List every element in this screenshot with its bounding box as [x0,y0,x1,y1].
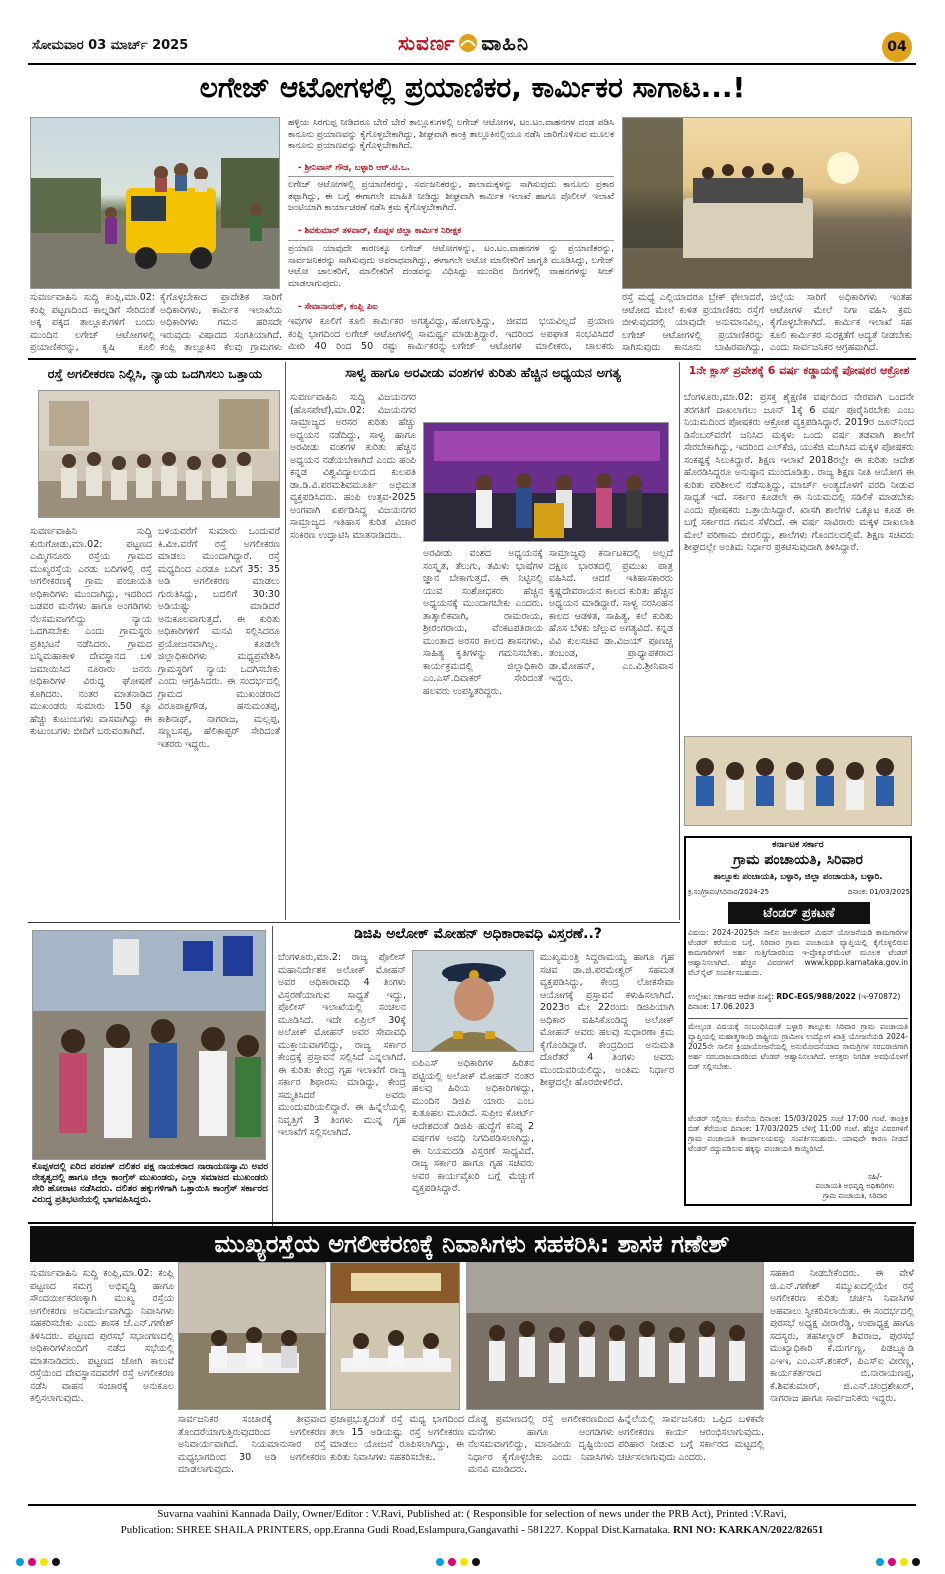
footer-line2: Publication: SHREE SHAILA PRINTERS, opp.Eranna Gudi Road,Eslampura,Gangavathi - 581227. Koppal Dist.Karnataka. [120,1524,671,1536]
officials-table-illustration [331,1263,460,1410]
story1-quote1-by: - ಶ್ರೀನಿವಾಸ್ ಗೌಡ, ಬಳ್ಳಾರಿ ಆರ್.ಟಿ.ಒ. [298,163,410,173]
story1-col2: ಕೈಗೊಳ್ಳಬೇಕಾದ ಪ್ರಾದೇಶಿಕ ಸಾರಿಗೆ ಅಧಿಕಾರಿಗಳು, ಕಾರ್ಮಿಕ ಇಲಾಖೆಯ ಅಧಿಕಾರಿಗಳು ಗಮನ ಹರಿಸದೇ ಇರುವುದು ವಿಷಾದದ ಸಂಗತಿಯಾಗಿದೆ. ಕಂಪ್ಲಿ ತಾಲ್ಲೂಕಿನ ಕೆಲವು ಗ್ರಾಮಗಳು [160,292,282,353]
story3-headline: ಸಾಳ್ವ ಹಾಗೂ ಅರವೀಡು ವಂಶಗಳ ಕುರಿತು ಹೆಚ್ಚಿನ ಅಧ್ಯಯನ ಅಗತ್ಯ [345,366,621,381]
section-rule-3 [28,1222,916,1224]
story1-quote1 [288,118,614,162]
crowded-auto-illustration [623,118,912,289]
quote3-text: ಪ್ರಯಾಣ ಯಾವುದೇ ಕಾರಣಕ್ಕೂ ಲಗೇಜ್ ಆಟೋಗಳನ್ನು, ಟಂ.ಟಂ.ವಾಹನಗಳ ನ್ನು ಪ್ರಯಾಣಿಕರನ್ನು, ಸಾರ್ವಜನಿಕರನ್ನು ಸಾಗಿಸುವುದು ಅಪರಾಧವಾಗಿದ್ದು, ಈಗಾಗಲೇ ಅಟೋ ಮಾಲೀಕರಿಗೆ ಜಾಗೃತಿ ಮೂಡಿಸಿದ್ದು, ಲಗೇಜ್ ಆಟೋ ಚಾಲಕರಿಗೆ, ಮಾಲೀಕರಿಗೆ ದಂಡವನ್ನು ವಿಧಿಸಿದ್ದು ಮುಂದಿನ ದಿನಗಳಲ್ಲಿ ವಾಹನಗಳನ್ನು ಸೀಜ್ ಮಾಡಲಾಗುವುದು. [288,244,614,289]
tender-ref-code: RDC-EGS/988/2022 [776,992,856,1001]
masthead-date: ಸೋಮವಾರ 03 ಮಾರ್ಚ್ 2025 [32,38,189,53]
public-gathering-illustration [467,1263,764,1410]
story3-col2: ಅರವೀಡು ವಂಶದ ಅಧ್ಯಯನಕ್ಕೆ ಸಂಸ್ಕೃತ, ತೆಲುಗು, ತಮಿಳು ಭಾಷೆಗಳ ಜ್ಞಾನ ಬೇಕಾಗುತ್ತದೆ. ಈ ನಿಟ್ಟಿನಲ್ಲಿ ಯುವ ಸಂಶೋಧಕರು ಹೆಚ್ಚಿನ ಅಧ್ಯಯನಕ್ಕೆ ಮುಂದಾಗಬೇಕು ಎಂದರು. ತಾತ್ಕಾಲಿಕವಾಗಿ, ರಾಮರಾಯ, ಶ್ರೀರಂಗರಾಯ, ವೆಂಕಟಪತಿರಾಯ ಮುಂತಾದ ಅರಸರ ಕಾಲದ ಶಾಸನಗಳು, ಸಾಹಿತ್ಯ ಕೃತಿಗಳನ್ನು ಗಮನಿಸಬೇಕು. ಕಾರ್ಯಕ್ರಮದಲ್ಲಿ ಜಿಲ್ಲಾಧಿಕಾರಿ ಎಂ.ಎಸ್.ದಿವಾಕರ್ ಸೇರಿದಂತೆ ಹಲವರು ಉಪಸ್ಥಿತರಿದ್ದರು. [423,548,543,697]
tender-notice-title-box [728,902,870,924]
story4-headline: 1ನೇ ಕ್ಲಾಸ್ ಪ್ರವೇಶಕ್ಕೆ 6 ವರ್ಷ ಕಡ್ಡಾಯಕ್ಕೆ ಪೋಷಕರ ಆಕ್ರೋಶ [688,364,910,377]
masthead-logo [398,30,529,56]
story6-bottom4: ಹಿನ್ನೆಲೆಯಲ್ಲಿ ಸಾರ್ವಜನಿಕರು ಒಪ್ಪಿದ ಬಳಿಕವೇ ಅಗಲೀಕರಣ ಕಾರ್ಯ ಆರಂಭಿಸಲಾಗುವುದು. ಪರಿಹಾರ ನೀಡುವ ಬಗ್ಗೆ ಸರ್ಕಾರದ ಮಟ್ಟದಲ್ಲಿ ಚರ್ಚಿಸಲಾಗುವುದು ಎಂದರು. [618,1414,764,1463]
story5-col3: ಮುಖ್ಯಮಂತ್ರಿ ಸಿದ್ದರಾಮಯ್ಯ ಹಾಗೂ ಗೃಹ ಸಚಿವ ಡಾ.ಜಿ.ಪರಮೇಶ್ವರ್ ಸಹಮತ ವ್ಯಕ್ತಪಡಿಸಿದ್ದು, ಕೇಂದ್ರ ಲೋಕಸೇವಾ ಆಯೋಗಕ್ಕೆ ಪ್ರಸ್ತಾವನೆ ಕಳುಹಿಸಲಾಗಿದೆ. 2023ರ ಮೇ 22ರಂದು ಡಿಜಿಪಿಯಾಗಿ ಅಧಿಕಾರ ವಹಿಸಿಕೊಂಡಿದ್ದ ಅಲೋಕ್ ಮೋಹನ್ ಅವರು ಹಲವು ಸುಧಾರಣಾ ಕ್ರಮ ಕೈಗೊಂಡಿದ್ದಾರೆ. ಕೇಂದ್ರದಿಂದ ಅನುಮತಿ ದೊರೆತರೆ 4 ತಿಂಗಳು ಅವರು ಮುಂದುವರಿಯಲಿದ್ದು, ಅಂತಿಮ ನಿರ್ಧಾರ ಶೀಘ್ರದಲ್ಲೇ ಹೊರಬೀಳಲಿದೆ. [540,952,674,1088]
story1-quote2 [288,180,614,226]
tender-sign-by: ಪಂಚಾಯತಿ ಅಭಿವೃದ್ಧಿ ಅಧಿಕಾರಿಗಳು [815,1182,895,1190]
tender-para3: ಟೆಂಡರ್ ಸಲ್ಲಿಸಲು ಕೊನೆಯ ದಿನಾಂಕ: 15/03/2025 ಸಂಜೆ 17:00 ಗಂಟೆ. ತಾಂತ್ರಿಕ ಬಿಡ್ ತೆರೆಯುವ ದಿನಾಂಕ: 17/03/2025 ಬೆಳಿಗ್ಗೆ 11:00 ಗಂಟೆ. ಹೆಚ್ಚಿನ ವಿವರಗಳಿಗೆ ಗ್ರಾಮ ಪಂಚಾಯತಿ ಕಾರ್ಯಾಲಯವನ್ನು ಸಂಪರ್ಕಿಸಬಹುದು. ಯಾವುದೇ ಕಾರಣ ನೀಡದೆ ಟೆಂಡರ್ ರದ್ದುಪಡಿಸುವ ಹಕ್ಕನ್ನು ಪಂಚಾಯತಿ ಕಾಯ್ದಿರಿಸಿದೆ. [688,1114,908,1153]
dgp-photo [412,950,534,1052]
tender-subtitle: ತಾಲ್ಲೂಕು ಪಂಚಾಯತಿ, ಬಳ್ಳಾರಿ, ಜಿಲ್ಲಾ ಪಂಚಾಯತಿ, ಬಳ್ಳಾರಿ. [713,872,883,882]
story6-bottom3: ದೊಡ್ಡ ಪ್ರಮಾಣದಲ್ಲಿ ರಸ್ತೆ ಅಗಲೀಕರಣದಿಂದ ಮನೆಗಳು ಹಾಗೂ ಅಂಗಡಿಗಳು ನೆಲಸಮವಾಗಲಿದ್ದು, ಮಾನವೀಯ ದೃಷ್ಟಿಯಿಂದ ನಿರ್ಧಾರ ಕೈಗೊಳ್ಳಬೇಕು ಎಂದು ನಿವಾಸಿಗಳು ಮನವಿ ಮಾಡಿದರು. [468,1414,614,1475]
schoolchildren-illustration [685,737,912,826]
tender-ref-line [688,992,908,1012]
tender-ref-left: ಕ್ರ.ಸಂ/ಗ್ರಾಪಂ/ಸಿರಿವಾರ/2024-25 [688,888,770,896]
tender-ref-right: ದಿನಾಂಕ: 01/03/2025 [847,888,910,896]
section-rule-2 [28,922,680,923]
story1-quote3 [288,244,614,300]
story1-quote3-by: - ಸೇವಾನಾಯಕ್, ಕಂಪ್ಲಿ ಪಿಐ [298,302,378,312]
color-registration-marks [0,1550,945,1574]
quote-divider-1 [288,176,614,177]
story4-photo [684,736,912,826]
protest-group-illustration [39,391,280,518]
protest-caption: ಕೊಪ್ಪಳದಲ್ಲಿ ಏರಿದ ಪರಪಣ್ ದಲಿತರ ಪಕ್ಷ ನಾಯಕರಾದ ನಾರಾಯಣಸ್ವಾಮಿ ಅವರ ನೇತೃತ್ವದಲ್ಲಿ ಹಾಗೂ ಜಿಲ್ಲಾ ಕಾಂಗ್ರೆಸ್ ಮುಖಂಡರು, ಎಲ್ಲಾ ಸಮಾಜದ ಮುಖಂಡರು ಸೇರಿ ಹೋರಾಟ ನಡೆಸಿದರು. ದಲಿತರ ಹಕ್ಕುಗಳಿಗಾಗಿ ಒತ್ತಾಯಿಸಿ ಕಾಂಗ್ರೆಸ್ ಸರ್ಕಾರದ ವಿರುದ್ಧ ಪ್ರತಿಭಟನೆಯಲ್ಲಿ ಭಾಗವಹಿಸಿದ್ದರು. [32,1162,268,1205]
quote-divider-2 [288,240,614,241]
tender-ref-tail: (ಇ-970872) ದಿನಾಂಕ: 17.06.2023 [688,992,901,1011]
footer-line1: Suvarna vaahini Kannada Daily, Owner/Editor : V.Ravi, Published at: ( Responsible for selection of news under the PRB Act), Printed :V.Ravi, [157,1508,787,1520]
story6-photo1 [178,1262,326,1410]
story1-col1: ಸುವರ್ಣವಾಹಿನಿ ಸುದ್ದಿ ಕಂಪ್ಲಿ,ಮಾ.02: ಕಂಪ್ಲಿ ಪಟ್ಟಣದಿಂದ ಕಾಲ್ನಡಿಗೆ ಸೇರಿದಂತೆ ಅಕ್ಕ ಪಕ್ಕದ ತಾಲ್ಲೂಕುಗಳಿಗೆ ಬಂದು ಮುಂದಿನ ಲಗೇಜ್ ಆಟೋಗಳಲ್ಲಿ ಪ್ರಯಾಣಿಕರನ್ನು, ಕೃಷಿ ಕೂಲಿ [30,292,155,353]
story5-col1: ಬೆಂಗಳೂರು,ಮಾ.2: ರಾಜ್ಯ ಪೊಲೀಸ್ ಮಹಾನಿರ್ದೇಶಕ ಅಲೋಕ್ ಮೋಹನ್ ಅವರ ಅಧಿಕಾರಾವಧಿ 4 ತಿಂಗಳು ವಿಸ್ತರಣೆಯಾಗುವ ಸಾಧ್ಯತೆ ಇದ್ದು, ಪೊಲೀಸ್ ಇಲಾಖೆಯಲ್ಲಿ ಸಂಚಲನ ಮೂಡಿಸಿದೆ. ಇದೇ ಏಪ್ರಿಲ್ 30ಕ್ಕೆ ಅಲೋಕ್ ಮೋಹನ್ ಅವರ ಸೇವಾವಧಿ ಮುಕ್ತಾಯವಾಗಲಿದ್ದು, ರಾಜ್ಯ ಸರ್ಕಾರ ಕೇಂದ್ರಕ್ಕೆ ಪ್ರಸ್ತಾವನೆ ಸಲ್ಲಿಸಿದೆ ಎನ್ನಲಾಗಿದೆ. ಈ ಕುರಿತು ಕೇಂದ್ರ ಗೃಹ ಇಲಾಖೆಗೆ ರಾಜ್ಯ ಸರ್ಕಾರ ಶಿಫಾರಸು ಮಾಡಿದ್ದು, ಕೇಂದ್ರ ಸಮ್ಮತಿಸಿದರೆ ಅವರು ಮುಂದುವರಿಯಲಿದ್ದಾರೆ. ಈ ಹಿನ್ನೆಲೆಯಲ್ಲಿ ನಿವೃತ್ತಿಗೆ 3 ತಿಂಗಳು ಮುನ್ನ ಗೃಹ ಇಲಾಖೆಗೆ ಸಲ್ಲಿಸಲಾಗಿದೆ. [278,952,406,1138]
story1-photo-right [622,117,912,289]
tender-title: ಗ್ರಾಮ ಪಂಚಾಯತಿ, ಸಿರಿವಾರ [733,852,863,868]
story2-col1: ಸುವರ್ಣವಾಹಿನಿ ಸುದ್ದಿ ಕುರುಗೋಡು,ಮಾ.02: ಪಟ್ಟಣದ ಎಮ್ಮಿಗನೂರು ರಸ್ತೆಯ ಗ್ರಾಮದ ಮುಖ್ಯರಸ್ತೆಯ ಎರಡು ಬದಿಗಳಲ್ಲಿ ರಸ್ತೆ ಅಗಲೀಕರಣಕ್ಕೆ ಗ್ರಾಮ ಪಂಚಾಯತಿ ಅಧಿಕಾರಿಗಳು ಮುಂದಾಗಿದ್ದು, ಇದರಿಂದ ಬಡವರ ಮನೆಗಳು ಹಾಗೂ ಅಂಗಡಿಗಳು ನೆಲಸಮವಾಗಲಿದ್ದು ನ್ಯಾಯ ಒದಗಿಸಬೇಕು ಎಂದು ಗ್ರಾಮಸ್ಥರು ಪ್ರತಿಭಟನೆ ನಡೆಸಿದರು. ಗ್ರಾಮದ ಬನ್ನಿಮಹಾಕಾಳಿ ದೇವಸ್ಥಾನದ ಬಳಿ ಜಮಾಯಿಸಿದ ನೂರಾರು ಜನರು ಅಧಿಕಾರಿಗಳ ವಿರುದ್ಧ ಘೋಷಣೆ ಕೂಗಿದರು. ನಂತರ ಮಾತನಾಡಿದ ಮುಖಂಡರು ಸುಮಾರು 150 ಕ್ಕೂ ಹೆಚ್ಚು ಕುಟುಂಬಗಳು ವಾಸವಾಗಿದ್ದು ಈ ಕುಟುಂಬಗಳು ಬೀದಿಗೆ ಬರುವಂತಾಗಿದೆ. [30,526,152,737]
masthead-rule [28,63,916,65]
story6-bottom2: ಪ್ರಜಾಪ್ರಭುತ್ವದಂತೆ ರಸ್ತೆ ಮಧ್ಯ ಭಾಗದಿಂದ ತಲಾ 15 ಅಡಿಯಷ್ಟು ರಸ್ತೆ ಅಗಲೀಕರಣ ಮಾಡಲು ಯೋಜನೆ ರೂಪಿಸಲಾಗಿದ್ದು, ಈ ಕುರಿತು ನಿವಾಸಿಗಳು ಸಹಕರಿಸಬೇಕು. [330,1414,464,1463]
story6-bottom1: ಸಾರ್ವಜನಿಕರ ಸಂಚಾರಕ್ಕೆ ತೀವ್ರವಾದ ತೊಂದರೆಯಾಗುತ್ತಿರುವುದರಿಂದ ಅಗಲೀಕರಣ ಅನಿವಾರ್ಯವಾಗಿದೆ. ನಿಯಮಾನುಸಾರ ರಸ್ತೆ ಮಧ್ಯಭಾಗದಿಂದ 30 ಅಡಿ ಅಗಲೀಕರಣ ಮಾಡಲಾಗುವುದು. [178,1414,326,1475]
story6-photo2 [330,1262,460,1410]
story1-col4: ಹೋಗುತ್ತಿದ್ದು, ಜೀವದ ಭಯವಿಲ್ಲದೆ ಪ್ರಯಾಣ ಮಾಡುತ್ತಿದ್ದಾರೆ. ಇದರಿಂದ ಅಪಘಾತ ಸಂಭವಿಸಿದರೆ ಲಗೇಜ್ ಆಟೋಗಳ ಮಾಲೀಕರು, ಚಾಲಕರು [452,316,614,352]
tender-notice-title: ಟೆಂಡರ್ ಪ್ರಕಟಣೆ [763,905,835,921]
story3-col3: ಸಾಮ್ರಾಜ್ಯವು ಕರ್ನಾಟಕದಲ್ಲಿ ಅಲ್ಲದೆ ದಕ್ಷಿಣ ಭಾರತದಲ್ಲಿ ಪ್ರಮುಖ ಪಾತ್ರ ವಹಿಸಿದೆ. ಆದರೆ ಇತಿಹಾಸಕಾರರು ಕೃಷ್ಣದೇವರಾಯನ ಕಾಲದ ಕುರಿತು ಹೆಚ್ಚಿನ ಅಧ್ಯಯನ ಮಾಡಿದ್ದಾರೆ. ಸಾಳ್ವ ನರಸಿಂಹನ ಕಾಲದ ಆಡಳಿತ, ಸಾಹಿತ್ಯ, ಕಲೆ ಕುರಿತು ಹೊಸ ಬೆಳಕು ಚೆಲ್ಲುವ ಅಗತ್ಯವಿದೆ. ಕನ್ನಡ ವಿವಿ ಕುಲಸಚಿವ ಡಾ.ವಿಜಯ್ ಪೂಣಚ್ಚ ತಂಬಂಡ, ಪ್ರಾಧ್ಯಾಪಕರಾದ ಡಾ.ಮೋಹನ್, ಎಂ.ವಿ.ಶ್ರೀನಿವಾಸ ಇದ್ದರು. [549,548,673,684]
story2-col2: ಬಳಿಯವರೆಗೆ ಸುಮಾರು ಒಂದುವರೆ ಕಿ.ಮೀ.ವರೆಗೆ ರಸ್ತೆ ಅಗಲೀಕರಣ ಮಾಡಲು ಮುಂದಾಗಿದ್ದಾರೆ. ರಸ್ತೆ ಮಧ್ಯದಿಂದ ಎರಡೂ ಬದಿಗೆ 35: 35 ಅಡಿ ಅಗಲೀಕರಣ ಮಾಡಲು ಗುರುತಿಸಿದ್ದು, ಬದಲಿಗೆ 30:30 ಅಡಿಯಷ್ಟು ಮಾಡಿದರೆ ಅನುಕೂಲವಾಗುತ್ತದೆ. ಈ ಕುರಿತು ಅಧಿಕಾರಿಗಳಿಗೆ ಮನವಿ ಸಲ್ಲಿಸಿದರೂ ಪ್ರಯೋಜನವಾಗಿಲ್ಲ. ಕೂಡಲೇ ಜಿಲ್ಲಾಧಿಕಾರಿಗಳು ಮಧ್ಯಪ್ರವೇಶಿಸಿ ಗ್ರಾಮಸ್ಥರಿಗೆ ನ್ಯಾಯ ಒದಗಿಸಬೇಕು ಎಂದು ಆಗ್ರಹಿಸಿದರು. ಈ ಸಂದರ್ಭದಲ್ಲಿ ಗ್ರಾಮದ ಮುಖಂಡರಾದ ವಿರೂಪಾಕ್ಷಗೌಡ, ಹನುಮಂತಪ್ಪ, ಕಾಶಿನಾಥ್, ನಾಗರಾಜ, ಮಲ್ಲಪ್ಪ, ಸಣ್ಣಬಸಪ್ಪ, ಹೆಲಿಕಾಪ್ಟರ್ ಸೇರಿದಂತೆ ಇತರರು ಇದ್ದರು. [158,526,280,750]
protest-photo [32,930,266,1160]
tender-para1: ವಿಷಯ: 2024-2025ನೇ ಸಾಲಿನ ಜಲಜೀವನ್ ಮಿಷನ್ ಯೋಜನೆಯಡಿ ಕಾಮಗಾರಿಗಳ ಟೆಂಡರ್ ಕರೆಯುವ ಬಗ್ಗೆ. ಸಿರಿವಾರ ಗ್ರಾಮ ಪಂಚಾಯತಿ ವ್ಯಾಪ್ತಿಯಲ್ಲಿ ಕೈಗೊಳ್ಳಲಿರುವ ಕಾಮಗಾರಿಗಳಿಗೆ ಅರ್ಹ ಗುತ್ತಿಗೆದಾರರಿಂದ ಇ-ಪ್ರೊಕ್ಯೂರ್‌ಮೆಂಟ್ ಮೂಲಕ ಟೆಂಡರ್ ಆಹ್ವಾನಿಸಲಾಗಿದೆ. ಹೆಚ್ಚಿನ ವಿವರಗಳಿಗೆ www.kppp.karnataka.gov.in ವೆಬ್‌ಸೈಟ್ ಸಂಪರ್ಕಿಸಬಹುದು. [688,928,908,977]
tender-para2: ಮೇಲ್ಕಂಡ ವಿಷಯಕ್ಕೆ ಸಂಬಂಧಿಸಿದಂತೆ ಬಳ್ಳಾರಿ ತಾಲ್ಲೂಕು ಸಿರಿವಾರ ಗ್ರಾಮ ಪಂಚಾಯತಿ ವ್ಯಾಪ್ತಿಯಲ್ಲಿ ಮಹಾತ್ಮಗಾಂಧಿ ರಾಷ್ಟ್ರೀಯ ಗ್ರಾಮೀಣ ಉದ್ಯೋಗ ಖಾತ್ರಿ ಯೋಜನೆಯಡಿ 2024-2025ನೇ ಸಾಲಿನ ಕ್ರಿಯಾಯೋಜನೆಯಲ್ಲಿ ಅನುಮೋದನೆಯಾದ ಸಾಮಗ್ರಿಗಳ ಸರಬರಾಜಿಗಾಗಿ ಅರ್ಹ ಸರಬರಾಜುದಾರರಿಂದ ಟೆಂಡರ್ ಆಹ್ವಾನಿಸಲಾಗಿದೆ. ಆಸಕ್ತರು ನಿಗದಿತ ಅವಧಿಯೊಳಗೆ ಬಿಡ್ ಸಲ್ಲಿಸಬೇಕು. [688,1022,908,1071]
story2-photo [38,390,280,518]
story1-col3: ಇವುಗಳ ಕೂಲಿಗೆ ಕೂಲಿ ಕಾರ್ಮಿಕರ ಅಗತ್ಯವಿದ್ದು, ಕಂಪ್ಲಿ ಭಾಗದಿಂದ ಲಗೇಜ್ ಆಟೋಗಳಲ್ಲಿ ಸಾಮರ್ಥ್ಯ ಮೀರಿ 40 ರಿಂದ 50 ರಷ್ಟು ಕಾರ್ಮಿಕರನ್ನು [288,316,448,352]
stage-event-illustration [424,423,669,542]
tender-sign-place: ಗ್ರಾಮ ಪಂಚಾಯತಿ, ಸಿರಿವಾರ [822,1192,888,1200]
tender-ref-label: ಉಲ್ಲೇಖ: ಸರ್ಕಾರದ ಆದೇಶ ಸಂಖ್ಯೆ: [688,992,774,1001]
tender-divider [688,1018,908,1019]
story6-headline: ಮುಖ್ಯರಸ್ತೆಯ ಅಗಲೀಕರಣಕ್ಕೆ ನಿವಾಸಿಗಳು ಸಹಕರಿಸಿ: ಶಾಸಕ ಗಣೇಶ್ [214,1230,730,1258]
police-officer-portrait [413,951,534,1052]
page-number: 04 [887,39,907,55]
story1-col6: ಜಿಲ್ಲೆಯ ಸಾರಿಗೆ ಅಧಿಕಾರಿಗಳು ಇಂತಹ ಆಟೋಗಳ ಮೇಲೆ ನಿಗಾ ವಹಿಸಿ ಕ್ರಮ ಕೈಗೊಳ್ಳಬೇಕಾಗಿದೆ. ಕಾರ್ಮಿಕ ಇಲಾಖೆ ಸಹ ಕೂಲಿ ಕಾರ್ಮಿಕರ ಸುರಕ್ಷತೆಗೆ ಆದ್ಯತೆ ನೀಡಬೇಕು ಎಂದು ಸಾರ್ವಜನಿಕರ ಆಗ್ರಹವಾಗಿದೆ. [770,292,912,353]
story5-col2: ಐಪಿಎಸ್ ಅಧಿಕಾರಿಗಳ ಹಿರಿತನ ಪಟ್ಟಿಯಲ್ಲಿ ಅಲೋಕ್ ಮೋಹನ್ ನಂತರ ಹಲವು ಹಿರಿಯ ಅಧಿಕಾರಿಗಳಿದ್ದು, ಮುಂದಿನ ಡಿಜಿಪಿ ಯಾರು ಎಂಬ ಕುತೂಹಲ ಮೂಡಿದೆ. ಸುಪ್ರೀಂ ಕೋರ್ಟ್ ಆದೇಶದಂತೆ ಡಿಜಿಪಿ ಹುದ್ದೆಗೆ ಕನಿಷ್ಠ 2 ವರ್ಷಗಳ ಅವಧಿ ನಿಗದಿಪಡಿಸಲಾಗಿದ್ದು, ಈ ನಿಯಮದಡಿ ವಿಸ್ತರಣೆ ಸಾಧ್ಯವಿದೆ. ರಾಜ್ಯ ಸರ್ಕಾರ ಹಾಗೂ ಗೃಹ ಸಚಿವರು ಅವರ ಕಾರ್ಯವೈಖರಿ ಬಗ್ಗೆ ಮೆಚ್ಚುಗೆ ವ್ಯಕ್ತಪಡಿಸಿದ್ದಾರೆ. [412,1058,534,1194]
logo-text-left: ಸುವರ್ಣ [398,31,456,55]
logo-text-right: ವಾಹಿನಿ [481,31,530,55]
masthead [0,0,945,62]
story5-headline: ಡಿಜಿಪಿ ಅಲೋಕ್ ಮೋಹನ್ ಅಧಿಕಾರಾವಧಿ ವಿಸ್ತರಣೆ..? [354,926,602,942]
story6-headline-box [30,1226,914,1262]
meeting-hall-illustration [179,1263,326,1410]
tender-signature: ಸಹಿ/- [867,1172,883,1181]
col-divider-1 [285,362,286,920]
quote2-text: ಲಗೇಜ್ ಆಟೋಗಳಲ್ಲಿ ಪ್ರಯಾಣಿಕರನ್ನು, ಸರ್ವಜನಿಕರನ್ನು, ಶಾಲಾಮಕ್ಕಳನ್ನು ಸಾಗಿಸುವುದು ಕಾನೂನು ಪ್ರಕಾರ ತಪ್ಪಾಗಿದ್ದು, ಈ ಬಗ್ಗೆ ಈಗಾಗಲೇ ಮಾಹಿತಿ ನೀಡಿದ್ದು ಶೀಘ್ರವಾಗಿ ಕಾರ್ಮಿಕ ಇಲಾಖೆ ಹಾಗೂ ಪೊಲೀಸ್ ಇಲಾಖೆ ಜಂಟಿಯಾಗಿ ಕಾರ್ಯಾಚರಣೆ ನಡೆಸಿ ಕ್ರಮ ಕೈಗೊಳ್ಳಬೇಕಾಗಿದೆ. [288,180,614,213]
cmyk-marks-icon [0,1550,945,1574]
story4-body: ಬೆಂಗಳೂರು,ಮಾ.02: ಪ್ರಸಕ್ತ ಶೈಕ್ಷಣಿಕ ವರ್ಷದಿಂದ ನೇರವಾಗಿ ಒಂದನೇ ತರಗತಿಗೆ ದಾಖಲಾಗಲು ಜೂನ್ 1ಕ್ಕೆ 6 ವರ್ಷ ಪೂರೈಸಿರಬೇಕು ಎಂಬ ನಿಯಮದಿಂದ ಪೋಷಕರು ಆಕ್ರೋಶ ವ್ಯಕ್ತಪಡಿಸಿದ್ದಾರೆ. 2019ರ ಜೂನ್‌ನಿಂದ ಡಿಸೆಂಬರ್‌ವರೆಗೆ ಜನಿಸಿದ ಮಕ್ಕಳು ಒಂದು ವರ್ಷ ತಡವಾಗಿ ಶಾಲೆಗೆ ಸೇರಬೇಕಾಗಿದ್ದು, ಇದರಿಂದ ಎಲ್‌ಕೆಜಿ, ಯುಕೆಜಿ ಮುಗಿಸಿದ ಮಕ್ಕಳ ಪೋಷಕರು ಸಂಕಷ್ಟಕ್ಕೆ ಸಿಲುಕಿದ್ದಾರೆ. ಶಿಕ್ಷಣ ಇಲಾಖೆ 2018ರಲ್ಲೇ ಈ ಕುರಿತು ಆದೇಶ ಹೊರಡಿಸಿದ್ದರೂ ಅನುಷ್ಠಾನ ಮುಂದೂಡಿತ್ತು. ರಾಜ್ಯ ಶಿಕ್ಷಣ ನೀತಿ ಆಯೋಗ ಈ ಕುರಿತು ಪರಿಶೀಲನೆ ನಡೆಸುತ್ತಿದ್ದು, ಮಾರ್ಚ್ ಅಂತ್ಯದೊಳಗೆ ವರದಿ ನೀಡುವ ಸಾಧ್ಯತೆ ಇದೆ. ಸರ್ಕಾರ ಕೂಡಲೇ ಈ ನಿಯಮದಲ್ಲಿ ಸಡಿಲಿಕೆ ಮಾಡಬೇಕು ಎಂದು ಪೋಷಕರು ಒತ್ತಾಯಿಸಿದ್ದಾರೆ. ಖಾಸಗಿ ಶಾಲೆಗಳ ಒಕ್ಕೂಟ ಕೂಡ ಈ ಬಗ್ಗೆ ಸರ್ಕಾರದ ಗಮನ ಸೆಳೆದಿದೆ. ಈ ವರ್ಷ ಸಾವಿರಾರು ಮಕ್ಕಳ ದಾಖಲಾತಿ ಮೇಲೆ ಪರಿಣಾಮ ಬೀರಲಿದ್ದು, ಶಾಲೆಗಳು ಗೊಂದಲದಲ್ಲಿವೆ. ಶಿಕ್ಷಣ ಸಚಿವರು ಶೀಘ್ರದಲ್ಲೇ ಅಂತಿಮ ನಿರ್ಧಾರ ಪ್ರಕಟಿಸುವುದಾಗಿ ತಿಳಿಸಿದ್ದಾರೆ. [684,392,914,553]
story1-photo-left [30,117,280,289]
col-divider-2 [679,362,680,920]
logo-emblem-icon [457,32,479,54]
tender-gov: ಕರ್ನಾಟಕ ಸರ್ಕಾರ [772,840,824,850]
story1-headline: ಲಗೇಜ್ ಆಟೋಗಳಲ್ಲಿ ಪ್ರಯಾಣಿಕರ, ಕಾರ್ಮಿಕರ ಸಾಗಾಟ...! [199,71,746,104]
story3-col1: ಸುವರ್ಣವಾಹಿನಿ ಸುದ್ದಿ ವಿಜಯನಗರ (ಹೊಸಪೇಟೆ),ಮಾ.02: ವಿಜಯನಗರ ಸಾಮ್ರಾಜ್ಯದ ಅರಸರ ಕುರಿತು ಹೆಚ್ಚು ಅಧ್ಯಯನ ನಡೆದಿದ್ದು, ಸಾಳ್ವ ಹಾಗೂ ಅರವೀಡು ವಂಶಗಳ ಕುರಿತು ಹೆಚ್ಚಿನ ಅಧ್ಯಯನ ನಡೆಯಬೇಕಾಗಿದೆ ಎಂದು ಹಂಪಿ ಕನ್ನಡ ವಿಶ್ವವಿದ್ಯಾಲಯದ ಕುಲಪತಿ ಡಾ.ಡಿ.ವಿ.ಪರಮಶಿವಮೂರ್ತಿ ಅಭಿಮತ ವ್ಯಕ್ತಪಡಿಸಿದರು. ಹಂಪಿ ಉತ್ಸವ-2025 ಅಂಗವಾಗಿ ಏರ್ಪಡಿಸಿದ್ದ ವಿಜಯನಗರ ಸಾಮ್ರಾಜ್ಯದ ಇತಿಹಾಸ ಕುರಿತ ವಿಚಾರ ಸಂಕಿರಣ ಉದ್ಘಾಟಿಸಿ ಮಾತನಾಡಿದರು. [290,392,416,541]
rally-crowd-illustration [33,931,266,1160]
footer-rni: RNI NO: KARKAN/2022/82651 [673,1524,824,1536]
story1-col5: ರಸ್ತೆ ಮಧ್ಯೆ ಎಲ್ಲಿಯಾದರೂ ಬ್ರೇಕ್ ಫೇಲಾದರೆ, ಆಟೋದ ಮೇಲೆ ಕುಳಿತ ಪ್ರಯಾಣಿಕರು ರಸ್ತೆಗೆ ಬೀಳುವುದರಲ್ಲಿ ಯಾವುದೇ ಅನುಮಾನವಿಲ್ಲ. ಲಗೇಜ್ ಆಟೋಗಳಲ್ಲಿ ಪ್ರಯಾಣಿಕರನ್ನು ಸಾಗಿಸುವುದು ಕಾನೂನು ಬಾಹಿರವಾಗಿದ್ದು, [622,292,764,353]
section-rule-1 [28,358,916,360]
story6-left-col: ಸುವರ್ಣವಾಹಿನಿ ಸುದ್ದಿ ಕಂಪ್ಲಿ,ಮಾ.02: ಕಂಪ್ಲಿ ಪಟ್ಟಣದ ಸಮಗ್ರ ಅಭಿವೃದ್ಧಿ ಹಾಗೂ ಸೌಂದರ್ಯೀಕರಣಕ್ಕಾಗಿ ಮುಖ್ಯ ರಸ್ತೆಯ ಅಗಲೀಕರಣ ಅನಿವಾರ್ಯವಾಗಿದ್ದು ನಿವಾಸಿಗಳು ಸಹಕರಿಸಬೇಕು ಎಂದು ಶಾಸಕ ಜೆ.ಎನ್.ಗಣೇಶ್ ತಿಳಿಸಿದರು. ಪಟ್ಟಣದ ಪುರಸಭೆ ಸಭಾಂಗಣದಲ್ಲಿ ಅಧಿಕಾರಿಗಳೊಂದಿಗೆ ನಡೆದ ಸಭೆಯಲ್ಲಿ ಮಾತನಾಡಿದರು. ಪಟ್ಟಣದ ಜೋಗಿ ಕಾಲುವೆ ರಸ್ತೆಯಿಂದ ದೇವಸ್ಥಾನದವರೆಗೆ ರಸ್ತೆ ಅಗಲೀಕರಣ ನಡೆಸಿ ವಾಹನ ಸಂಚಾರಕ್ಕೆ ಅನುಕೂಲ ಕಲ್ಪಿಸಲಾಗುವುದು. [30,1268,174,1404]
page-number-badge [882,32,912,62]
footer-rule [28,1504,916,1506]
quote1-text: ಹಳ್ಳಿಯ ಸಿರಗುಪ್ಪ ನೀಡಿದರೂ ಬೇರೆ ಬೇರೆ ತಾಲ್ಲೂಕುಗಳಲ್ಲಿ ಲಗೇಜ್ ಆಟೋಗಳ, ಟಂ.ಟಂ.ವಾಹನಗಳ ದಂಡ ಪಡಿಸಿ ಕಾನೂನು ಪ್ರಯಾಣವನ್ನು ಕೈಗೊಳ್ಳಬೇಕಾಗಿದ್ದು, ಶೀಘ್ರವಾಗಿ ಕಾಂಕ್ರಿ ತಾಲ್ಲೂಕಿನಲ್ಲಿಯೂ ನಡೆಸಿ ಜಾರಿಗೊಳಿಸುವ ಮೂಲಕ ಕಾನೂನು ಪ್ರಯಾಣವನ್ನು ಕೈಗೊಳ್ಳಬೇಕಾಗಿದೆ. [288,118,614,151]
story2-headline: ರಸ್ತೆ ಅಗಲೀಕರಣ ನಿಲ್ಲಿಸಿ, ನ್ಯಾಯ ಒದಗಿಸಲು ಒತ್ತಾಯ [47,366,263,381]
story6-photo3 [466,1262,764,1410]
col-divider-3 [272,926,273,1226]
auto-rickshaw-illustration [31,118,280,289]
story1-quote2-by: - ಶಿವಕುಮಾರ್ ತಳವಾರ್, ಕೊಪ್ಪಳ ಜಿಲ್ಲಾ ಕಾರ್ಮಿಕ ನಿರೀಕ್ಷಕ [298,226,462,236]
story3-photo [423,422,669,542]
story6-right-col: ಸಹಕಾರ ನೀಡಬೇಕೆಂದರು. ಈ ವೇಳೆ ಜಿ.ಎನ್.ಗಣೇಶ್ ಸಮ್ಮುಖದಲ್ಲಿಯೇ ರಸ್ತೆ ಅಗಲೀಕರಣ ಕುರಿತು ಚರ್ಚಿಸಿ ನಿವಾಸಿಗಳ ಅಹವಾಲು ಸ್ವೀಕರಿಸಲಾಯಿತು. ಈ ಸಂದರ್ಭದಲ್ಲಿ ಪುರಸಭೆ ಅಧ್ಯಕ್ಷ ವೀರಾರೆಡ್ಡಿ, ಉಪಾಧ್ಯಕ್ಷ ಹಾಗೂ ಸದಸ್ಯರು, ತಹಸೀಲ್ದಾರ್ ಶಿವರಾಜ, ಪುರಸಭೆ ಮುಖ್ಯಾಧಿಕಾರಿ ಕೆ.ದುರ್ಗಣ್ಣ, ಪಿಡಬ್ಲ್ಯೂಡಿ ಎಇಇ, ಎಂ.ಎಸ್.ಶಂಕರ್, ಪಿಎಸ್ಐ ವೀರಣ್ಣ, ಕಾರ್ಯಕರ್ತರಾದ ಬಿ.ನಾರಾಯಣಪ್ಪ, ಕೆ.ಶಿವಕುಮಾರ್, ಜಿ.ಎನ್.ಚಂದ್ರಶೇಖರ್, ನಾಗರಾಜ ಹಾಗೂ ಸಾರ್ವಜನಿಕರು ಇದ್ದರು. [770,1268,914,1404]
footer-line2-wrap [30,1524,914,1536]
